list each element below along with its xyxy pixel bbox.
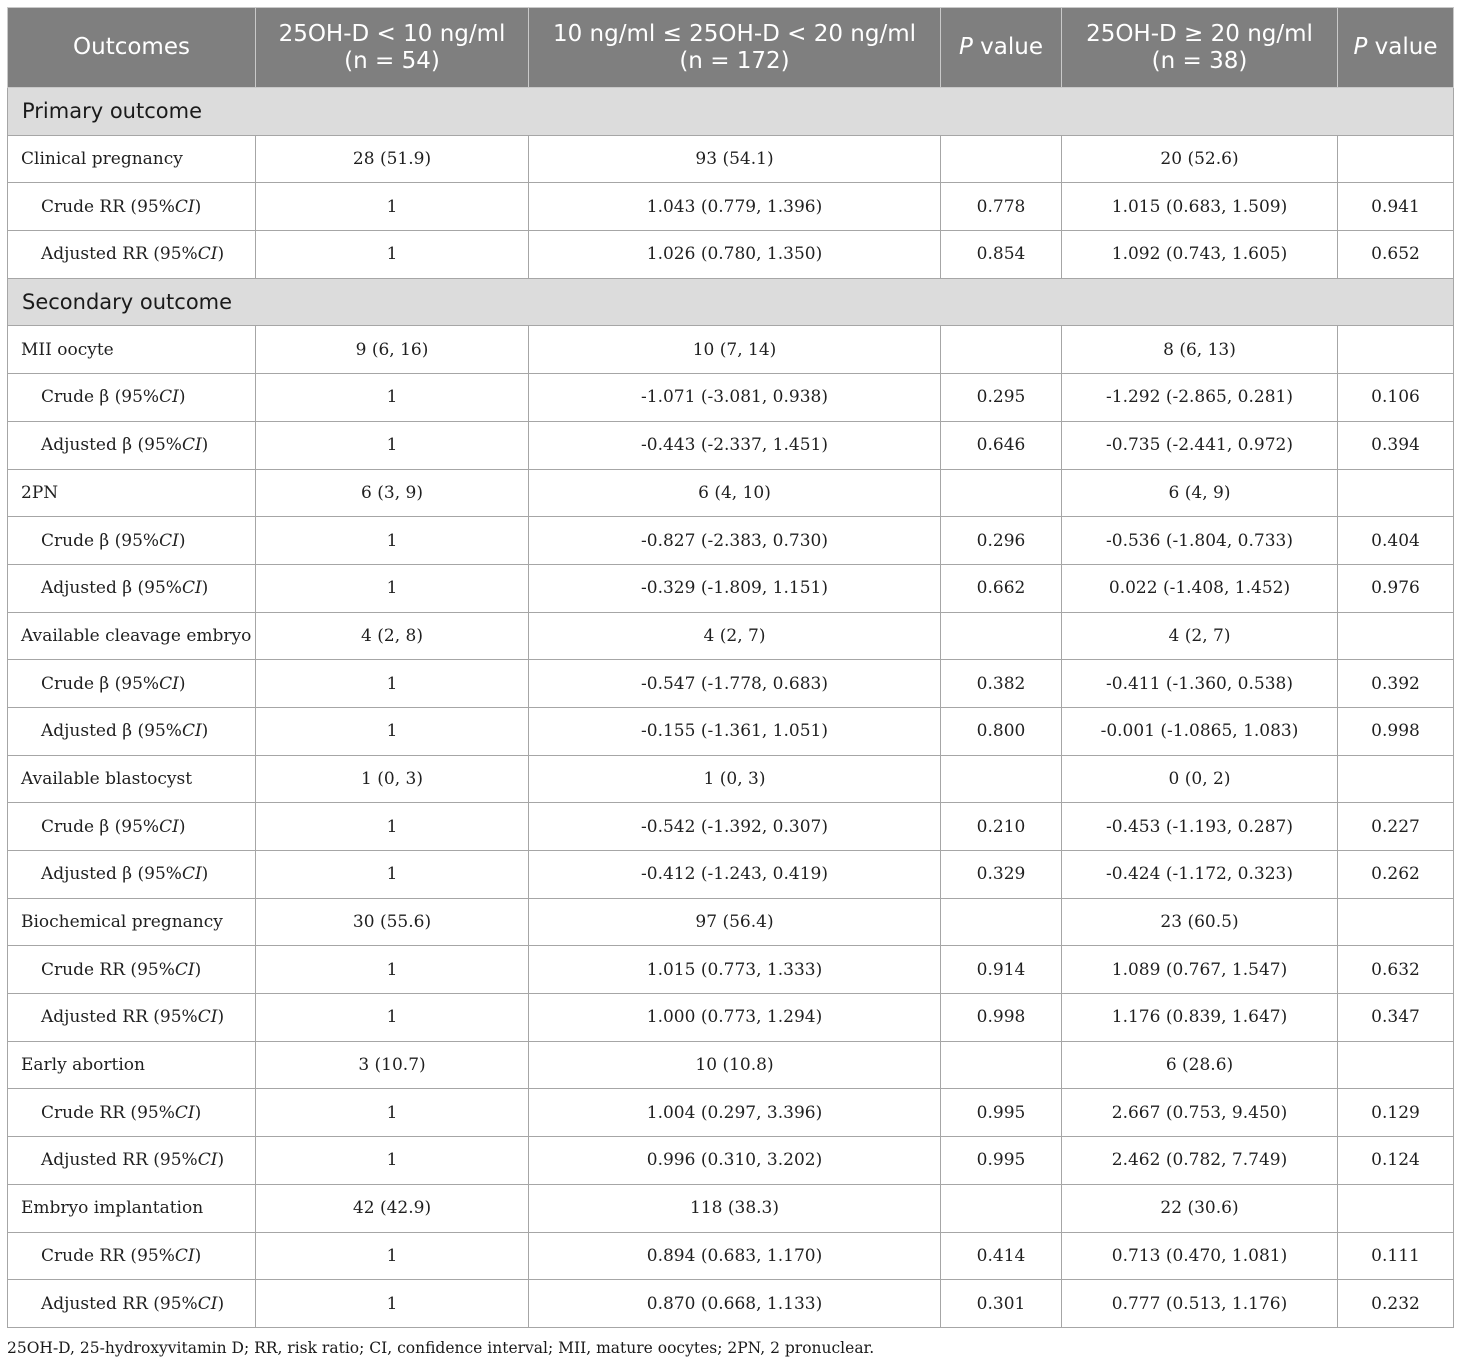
p-value-mid-cell: 0.210	[941, 803, 1062, 851]
value-mid-cell: -0.412 (-1.243, 0.419)	[529, 851, 941, 899]
estimate-row	[8, 1280, 1454, 1328]
row-label-cell	[8, 517, 256, 565]
value-low-cell: 1	[256, 183, 529, 231]
value-low-cell: 1	[256, 231, 529, 279]
value-high-cell: 8 (6, 13)	[1062, 326, 1338, 374]
p-value-high-cell	[1338, 612, 1454, 660]
row-label-ci: CI	[197, 1007, 218, 1028]
estimate-row	[8, 660, 1454, 708]
value-low-cell: 1	[256, 517, 529, 565]
outcome-row	[8, 1041, 1454, 1089]
value-high-cell: -0.735 (-2.441, 0.972)	[1062, 421, 1338, 469]
value-high-cell: 6 (4, 9)	[1062, 469, 1338, 517]
value-high-cell: 2.462 (0.782, 7.749)	[1062, 1137, 1338, 1185]
results-table-container	[7, 7, 1453, 1328]
row-label-cell	[8, 707, 256, 755]
value-high-cell: 23 (60.5)	[1062, 898, 1338, 946]
value-mid-cell: 10 (10.8)	[529, 1041, 941, 1089]
row-label-ci: CI	[174, 1245, 195, 1266]
p-value-high-cell: 0.941	[1338, 183, 1454, 231]
value-high-cell: 0.777 (0.513, 1.176)	[1062, 1280, 1338, 1328]
row-label-ci: CI	[181, 721, 202, 742]
row-label: Crude β (95%	[41, 816, 160, 837]
value-mid-cell: 4 (2, 7)	[529, 612, 941, 660]
row-label-close: )	[217, 1293, 225, 1314]
row-label: Crude β (95%	[41, 530, 160, 551]
row-label-close: )	[217, 1007, 225, 1028]
row-label: Crude β (95%	[41, 673, 160, 694]
row-label-cell	[8, 994, 256, 1042]
value-high-cell: 0.022 (-1.408, 1.452)	[1062, 564, 1338, 612]
p-value-mid-cell: 0.301	[941, 1280, 1062, 1328]
row-label-cell	[8, 374, 256, 422]
value-high-cell: -0.001 (-1.0865, 1.083)	[1062, 707, 1338, 755]
value-high-cell: 6 (28.6)	[1062, 1041, 1338, 1089]
row-label-ci: CI	[174, 1102, 195, 1123]
row-label-close: )	[194, 196, 202, 217]
outcome-row	[8, 612, 1454, 660]
section-heading: Secondary outcome	[8, 278, 1454, 326]
row-label-cell	[8, 946, 256, 994]
p-value-high-cell: 0.262	[1338, 851, 1454, 899]
row-label: Adjusted β (95%	[41, 435, 182, 456]
value-low-cell: 3 (10.7)	[256, 1041, 529, 1089]
row-label-cell: Early abortion	[8, 1041, 256, 1089]
p-value-mid-cell	[941, 469, 1062, 517]
value-low-cell: 42 (42.9)	[256, 1184, 529, 1232]
value-low-cell: 4 (2, 8)	[256, 612, 529, 660]
row-label-cell	[8, 851, 256, 899]
p-value-high-cell: 0.111	[1338, 1232, 1454, 1280]
header-group-low-line1: 25OH-D < 10 ng/ml	[278, 20, 506, 47]
estimate-row	[8, 564, 1454, 612]
row-label: Adjusted RR (95%	[41, 1293, 198, 1314]
row-label-ci: CI	[174, 959, 195, 980]
row-label-cell	[8, 231, 256, 279]
header-p-value-2-label: P value	[1353, 34, 1438, 60]
p-value-high-cell	[1338, 469, 1454, 517]
value-mid-cell: 1 (0, 3)	[529, 755, 941, 803]
p-value-high-cell	[1338, 135, 1454, 183]
value-high-cell: 0.713 (0.470, 1.081)	[1062, 1232, 1338, 1280]
value-low-cell: 1	[256, 660, 529, 708]
outcome-row	[8, 898, 1454, 946]
value-low-cell: 1	[256, 994, 529, 1042]
p-value-high-cell	[1338, 326, 1454, 374]
value-high-cell: -0.424 (-1.172, 0.323)	[1062, 851, 1338, 899]
outcome-row	[8, 326, 1454, 374]
value-mid-cell: 1.004 (0.297, 3.396)	[529, 1089, 941, 1137]
row-label-cell	[8, 803, 256, 851]
value-mid-cell: 97 (56.4)	[529, 898, 941, 946]
row-label-ci: CI	[159, 530, 179, 551]
value-mid-cell: 1.015 (0.773, 1.333)	[529, 946, 941, 994]
row-label-ci: CI	[197, 1150, 218, 1171]
p-value-mid-cell: 0.995	[941, 1137, 1062, 1185]
value-high-cell: 22 (30.6)	[1062, 1184, 1338, 1232]
row-label-close: )	[217, 1150, 225, 1171]
row-label-close: )	[201, 435, 209, 456]
estimate-row	[8, 946, 1454, 994]
row-label-close: )	[194, 959, 202, 980]
row-label-close: )	[201, 721, 209, 742]
value-low-cell: 1 (0, 3)	[256, 755, 529, 803]
value-mid-cell: 0.870 (0.668, 1.133)	[529, 1280, 941, 1328]
p-value-high-cell	[1338, 755, 1454, 803]
p-value-mid-cell: 0.414	[941, 1232, 1062, 1280]
p-value-high-cell: 0.632	[1338, 946, 1454, 994]
value-mid-cell: -0.827 (-2.383, 0.730)	[529, 517, 941, 565]
header-group-mid	[529, 8, 941, 88]
value-low-cell: 1	[256, 707, 529, 755]
value-high-cell: 2.667 (0.753, 9.450)	[1062, 1089, 1338, 1137]
row-label: Crude β (95%	[41, 387, 160, 408]
value-mid-cell: 93 (54.1)	[529, 135, 941, 183]
value-low-cell: 1	[256, 1137, 529, 1185]
value-mid-cell: 0.894 (0.683, 1.170)	[529, 1232, 941, 1280]
p-value-high-cell	[1338, 898, 1454, 946]
estimate-row	[8, 851, 1454, 899]
row-label-close: )	[217, 244, 225, 265]
row-label: Adjusted RR (95%	[41, 244, 198, 265]
p-value-high-cell: 0.998	[1338, 707, 1454, 755]
p-value-high-cell: 0.347	[1338, 994, 1454, 1042]
row-label-cell: Biochemical pregnancy	[8, 898, 256, 946]
row-label: Adjusted β (95%	[41, 864, 182, 885]
p-value-mid-cell: 0.382	[941, 660, 1062, 708]
header-group-high	[1062, 8, 1338, 88]
header-group-mid-line2: (n = 172)	[679, 47, 790, 74]
p-value-mid-cell: 0.646	[941, 421, 1062, 469]
estimate-row	[8, 517, 1454, 565]
header-p-value-2	[1338, 8, 1454, 88]
value-low-cell: 1	[256, 1280, 529, 1328]
estimate-row	[8, 231, 1454, 279]
value-mid-cell: 1.043 (0.779, 1.396)	[529, 183, 941, 231]
p-value-high-cell: 0.106	[1338, 374, 1454, 422]
value-high-cell: 1.015 (0.683, 1.509)	[1062, 183, 1338, 231]
row-label-cell: MII oocyte	[8, 326, 256, 374]
outcome-row	[8, 135, 1454, 183]
row-label-ci: CI	[181, 435, 202, 456]
row-label: Adjusted β (95%	[41, 578, 182, 599]
estimate-row	[8, 803, 1454, 851]
p-value-high-cell: 0.404	[1338, 517, 1454, 565]
p-value-mid-cell: 0.295	[941, 374, 1062, 422]
p-value-mid-cell: 0.662	[941, 564, 1062, 612]
p-value-mid-cell	[941, 1041, 1062, 1089]
row-label-close: )	[194, 1245, 202, 1266]
row-label-ci: CI	[197, 244, 218, 265]
value-low-cell: 1	[256, 803, 529, 851]
value-low-cell: 28 (51.9)	[256, 135, 529, 183]
row-label-cell	[8, 1089, 256, 1137]
row-label-cell: Embryo implantation	[8, 1184, 256, 1232]
header-group-mid-line1: 10 ng/ml ≤ 25OH-D < 20 ng/ml	[552, 20, 917, 47]
p-value-high-cell: 0.976	[1338, 564, 1454, 612]
row-label: Crude RR (95%	[41, 196, 175, 217]
value-low-cell: 1	[256, 374, 529, 422]
row-label-cell	[8, 183, 256, 231]
row-label-ci: CI	[197, 1293, 218, 1314]
row-label-close: )	[178, 816, 186, 837]
p-value-mid-cell: 0.998	[941, 994, 1062, 1042]
value-mid-cell: -0.329 (-1.809, 1.151)	[529, 564, 941, 612]
row-label: Adjusted RR (95%	[41, 1007, 198, 1028]
row-label-ci: CI	[181, 578, 202, 599]
value-low-cell: 1	[256, 1089, 529, 1137]
value-mid-cell: -0.547 (-1.778, 0.683)	[529, 660, 941, 708]
header-group-high-line1: 25OH-D ≥ 20 ng/ml	[1086, 20, 1313, 47]
row-label-cell: Available blastocyst	[8, 755, 256, 803]
value-high-cell: 0 (0, 2)	[1062, 755, 1338, 803]
row-label-cell	[8, 660, 256, 708]
row-label: Crude RR (95%	[41, 1102, 175, 1123]
header-p-value-1	[941, 8, 1062, 88]
p-value-high-cell: 0.124	[1338, 1137, 1454, 1185]
header-outcomes	[8, 8, 256, 88]
value-high-cell: -0.411 (-1.360, 0.538)	[1062, 660, 1338, 708]
row-label-ci: CI	[159, 673, 179, 694]
value-mid-cell: 1.000 (0.773, 1.294)	[529, 994, 941, 1042]
row-label-ci: CI	[174, 196, 195, 217]
value-mid-cell: -0.155 (-1.361, 1.051)	[529, 707, 941, 755]
header-p-value-1-label: P value	[958, 34, 1043, 60]
row-label-close: )	[194, 1102, 202, 1123]
value-low-cell: 9 (6, 16)	[256, 326, 529, 374]
value-low-cell: 1	[256, 1232, 529, 1280]
value-mid-cell: 6 (4, 10)	[529, 469, 941, 517]
p-value-mid-cell	[941, 326, 1062, 374]
row-label-cell	[8, 1232, 256, 1280]
header-group-high-line2: (n = 38)	[1151, 47, 1248, 74]
outcome-row	[8, 469, 1454, 517]
p-value-mid-cell	[941, 135, 1062, 183]
row-label-cell	[8, 421, 256, 469]
p-value-high-cell	[1338, 1184, 1454, 1232]
table-body	[8, 88, 1454, 1328]
p-value-mid-cell	[941, 612, 1062, 660]
value-high-cell: -0.453 (-1.193, 0.287)	[1062, 803, 1338, 851]
row-label-cell	[8, 1280, 256, 1328]
value-low-cell: 30 (55.6)	[256, 898, 529, 946]
value-mid-cell: 1.026 (0.780, 1.350)	[529, 231, 941, 279]
value-low-cell: 1	[256, 851, 529, 899]
value-mid-cell: -0.542 (-1.392, 0.307)	[529, 803, 941, 851]
value-mid-cell: 10 (7, 14)	[529, 326, 941, 374]
p-value-mid-cell	[941, 898, 1062, 946]
row-label-close: )	[178, 673, 186, 694]
p-value-mid-cell: 0.296	[941, 517, 1062, 565]
row-label-cell: Available cleavage embryo	[8, 612, 256, 660]
estimate-row	[8, 707, 1454, 755]
row-label: Adjusted RR (95%	[41, 1150, 198, 1171]
p-value-high-cell	[1338, 1041, 1454, 1089]
value-high-cell: -1.292 (-2.865, 0.281)	[1062, 374, 1338, 422]
value-mid-cell: 0.996 (0.310, 3.202)	[529, 1137, 941, 1185]
p-value-mid-cell: 0.914	[941, 946, 1062, 994]
p-value-high-cell: 0.392	[1338, 660, 1454, 708]
row-label-close: )	[178, 530, 186, 551]
outcome-row	[8, 755, 1454, 803]
section-row	[8, 278, 1454, 326]
value-high-cell: 1.089 (0.767, 1.547)	[1062, 946, 1338, 994]
section-heading: Primary outcome	[8, 88, 1454, 136]
p-value-mid-cell: 0.854	[941, 231, 1062, 279]
row-label-close: )	[201, 864, 209, 885]
estimate-row	[8, 1232, 1454, 1280]
header-group-low-line2: (n = 54)	[344, 47, 440, 74]
row-label-cell	[8, 1137, 256, 1185]
p-value-mid-cell: 0.800	[941, 707, 1062, 755]
row-label-close: )	[201, 578, 209, 599]
row-label-cell	[8, 564, 256, 612]
p-value-high-cell: 0.227	[1338, 803, 1454, 851]
row-label-cell: 2PN	[8, 469, 256, 517]
header-group-low	[256, 8, 529, 88]
row-label: Adjusted β (95%	[41, 721, 182, 742]
value-high-cell: 4 (2, 7)	[1062, 612, 1338, 660]
value-low-cell: 6 (3, 9)	[256, 469, 529, 517]
header-row	[8, 8, 1454, 88]
p-value-mid-cell: 0.995	[941, 1089, 1062, 1137]
p-value-mid-cell: 0.329	[941, 851, 1062, 899]
header-outcomes-label: Outcomes	[73, 34, 190, 60]
estimate-row	[8, 1089, 1454, 1137]
value-low-cell: 1	[256, 564, 529, 612]
row-label-ci: CI	[159, 387, 179, 408]
row-label-ci: CI	[159, 816, 179, 837]
row-label-ci: CI	[181, 864, 202, 885]
p-value-high-cell: 0.394	[1338, 421, 1454, 469]
estimate-row	[8, 374, 1454, 422]
value-high-cell: -0.536 (-1.804, 0.733)	[1062, 517, 1338, 565]
estimate-row	[8, 421, 1454, 469]
row-label: Crude RR (95%	[41, 959, 175, 980]
estimate-row	[8, 183, 1454, 231]
section-row	[8, 88, 1454, 136]
row-label-close: )	[178, 387, 186, 408]
p-value-high-cell: 0.129	[1338, 1089, 1454, 1137]
value-high-cell: 1.092 (0.743, 1.605)	[1062, 231, 1338, 279]
row-label: Crude RR (95%	[41, 1245, 175, 1266]
row-label-cell: Clinical pregnancy	[8, 135, 256, 183]
p-value-mid-cell	[941, 755, 1062, 803]
value-mid-cell: -0.443 (-2.337, 1.451)	[529, 421, 941, 469]
value-high-cell: 1.176 (0.839, 1.647)	[1062, 994, 1338, 1042]
p-value-high-cell: 0.652	[1338, 231, 1454, 279]
table-footnote: 25OH-D, 25-hydroxyvitamin D; RR, risk ratio; CI, confidence interval; MII, mature oocytes; 2PN, 2 pronuclear.	[7, 1339, 875, 1357]
outcome-row	[8, 1184, 1454, 1232]
value-mid-cell: -1.071 (-3.081, 0.938)	[529, 374, 941, 422]
outcomes-table	[7, 7, 1454, 1328]
p-value-mid-cell: 0.778	[941, 183, 1062, 231]
p-value-high-cell: 0.232	[1338, 1280, 1454, 1328]
value-low-cell: 1	[256, 421, 529, 469]
estimate-row	[8, 994, 1454, 1042]
value-high-cell: 20 (52.6)	[1062, 135, 1338, 183]
estimate-row	[8, 1137, 1454, 1185]
value-low-cell: 1	[256, 946, 529, 994]
p-value-mid-cell	[941, 1184, 1062, 1232]
value-mid-cell: 118 (38.3)	[529, 1184, 941, 1232]
